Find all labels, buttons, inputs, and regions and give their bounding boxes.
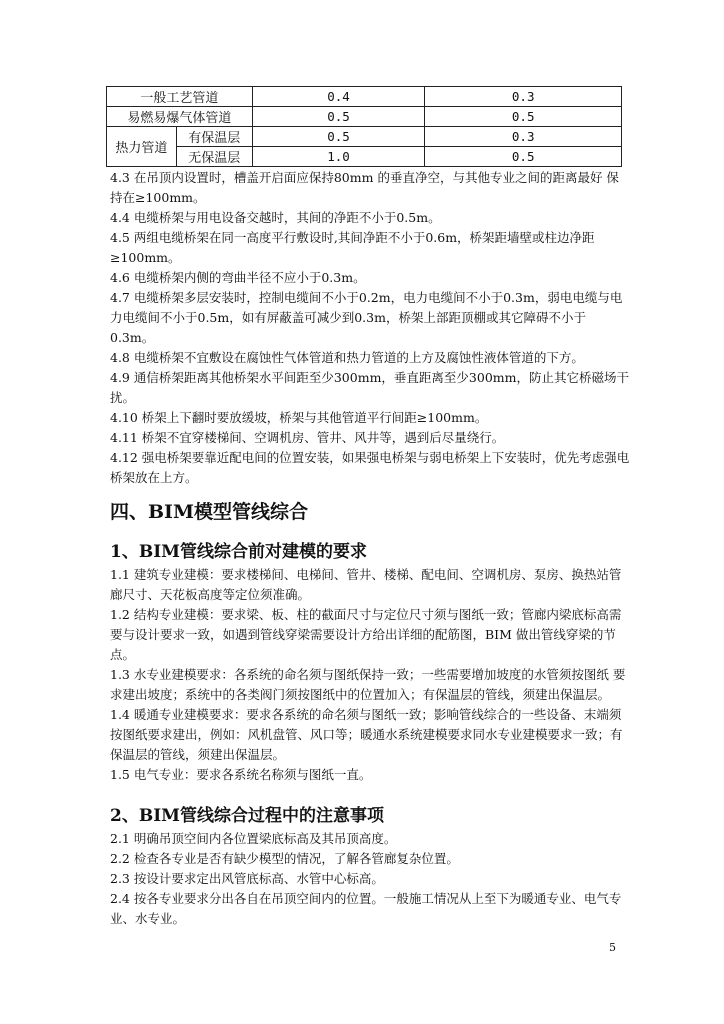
paragraph: 1.1 建筑专业建模：要求楼梯间、电梯间、管井、楼梯、配电间、空调机房、泵房、换热站管廊尺寸、天花板高度等定位须准确。 [110, 567, 622, 602]
table-cell: 0.4 [252, 87, 425, 107]
table-cell: 0.5 [252, 127, 425, 147]
paragraph: 4.9 通信桥架距离其他桥架水平间距至少300mm，垂直距离至少300mm，防止其它桥磁场干扰。 [110, 370, 629, 405]
paragraph: 1.5 电气专业：要求各系统名称须与图纸一直。 [110, 767, 372, 782]
paragraph: 4.6 电缆桥架内侧的弯曲半径不应小于0.3m。 [110, 270, 366, 285]
modeling-requirements [110, 565, 630, 785]
table-row [107, 107, 622, 127]
process-notes [110, 829, 630, 929]
table-cell-group: 热力管道 [107, 127, 177, 167]
table-row [107, 147, 622, 167]
paragraph: 1.3 水专业建模要求：各系统的命名须与图纸保持一致；一些需要增加坡度的水管须按图纸 要求建出坡度；系统中的各类阀门须按图纸中的位置加入；有保温层的管线，须建出保温层。 [110, 667, 626, 702]
table-cell: 0.5 [425, 147, 622, 167]
paragraph: 1.2 结构专业建模：要求梁、板、柱的截面尺寸与定位尺寸须与图纸一致；管廊内梁底标高需要与设计要求一致，如遇到管线穿梁需要设计方给出详细的配筋图，BIM 做出管线穿梁的节点。 [110, 607, 622, 662]
table-cell: 0.5 [425, 107, 622, 127]
table-cell: 有保温层 [176, 127, 252, 147]
table-cell: 1.0 [252, 147, 425, 167]
paragraph: 4.7 电缆桥架多层安装时，控制电缆间不小于0.2m，电力电缆间不小于0.3m，弱电电缆与电力电缆间不小于0.5m，如有屏蔽盖可减少到0.3m，桥架上部距顶棚或其它障碍不小于0.3m。 [110, 290, 623, 345]
table-cell: 0.5 [252, 107, 425, 127]
paragraph: 1.4 暖通专业建模要求：要求各系统的命名须与图纸一致；影响管线综合的一些设备、末端须按图纸要求建出，例如：风机盘管、风口等；暖通水系统建模要求同水专业建模要求一致；有保温层的管线，须建出保温层。 [110, 707, 623, 762]
cable-tray-section [110, 168, 630, 488]
paragraph: 4.11 桥架不宜穿楼梯间、空调机房、管井、风井等，遇到后尽量绕行。 [110, 430, 505, 445]
paragraph: 2.2 检查各专业是否有缺少模型的情况，了解各管廊复杂位置。 [110, 851, 459, 866]
table-row [107, 87, 622, 107]
paragraph: 4.5 两组电缆桥架在同一高度平行敷设时,其间净距不小于0.6m，桥架距墙壁或柱边净距≥100mm。 [110, 230, 595, 265]
table-cell: 0.3 [425, 127, 622, 147]
paragraph: 4.12 强电桥架要靠近配电间的位置安装，如果强电桥架与弱电桥架上下安装时，优先考虑强电桥架放在上方。 [110, 450, 630, 485]
paragraph: 2.1 明确吊顶空间内各位置梁底标高及其吊顶高度。 [110, 831, 397, 846]
table-cell: 无保温层 [176, 147, 252, 167]
paragraph: 4.10 桥架上下翻时要放缓坡，桥架与其他管道平行间距≥100mm。 [110, 410, 488, 425]
paragraph: 4.3 在吊顶内设置时，槽盖开启面应保持80mm 的垂直净空，与其他专业之间的距离最好 保持在≥100mm。 [110, 170, 619, 205]
table-row [107, 127, 622, 147]
table-cell: 易燃易爆气体管道 [107, 107, 253, 127]
paragraph: 2.4 按各专业要求分出各自在吊顶空间内的位置。一般施工情况从上至下为暖通专业、电气专业、水专业。 [110, 891, 622, 926]
paragraph: 4.8 电缆桥架不宜敷设在腐蚀性气体管道和热力管道的上方及腐蚀性液体管道的下方。 [110, 350, 584, 365]
clearance-table [106, 86, 622, 167]
paragraph: 2.3 按设计要求定出风管底标高、水管中心标高。 [110, 871, 384, 886]
paragraph: 4.4 电缆桥架与用电设备交越时，其间的净距不小于0.5m。 [110, 210, 441, 225]
table-cell: 0.3 [425, 87, 622, 107]
subsection-heading: 1、BIM管线综合前对建模的要求 [110, 542, 367, 562]
subsection-heading: 2、BIM管线综合过程中的注意事项 [110, 806, 384, 826]
section-heading: 四、BIM模型管线综合 [110, 501, 308, 523]
table-cell: 一般工艺管道 [107, 87, 253, 107]
page-number: 5 [609, 941, 616, 954]
